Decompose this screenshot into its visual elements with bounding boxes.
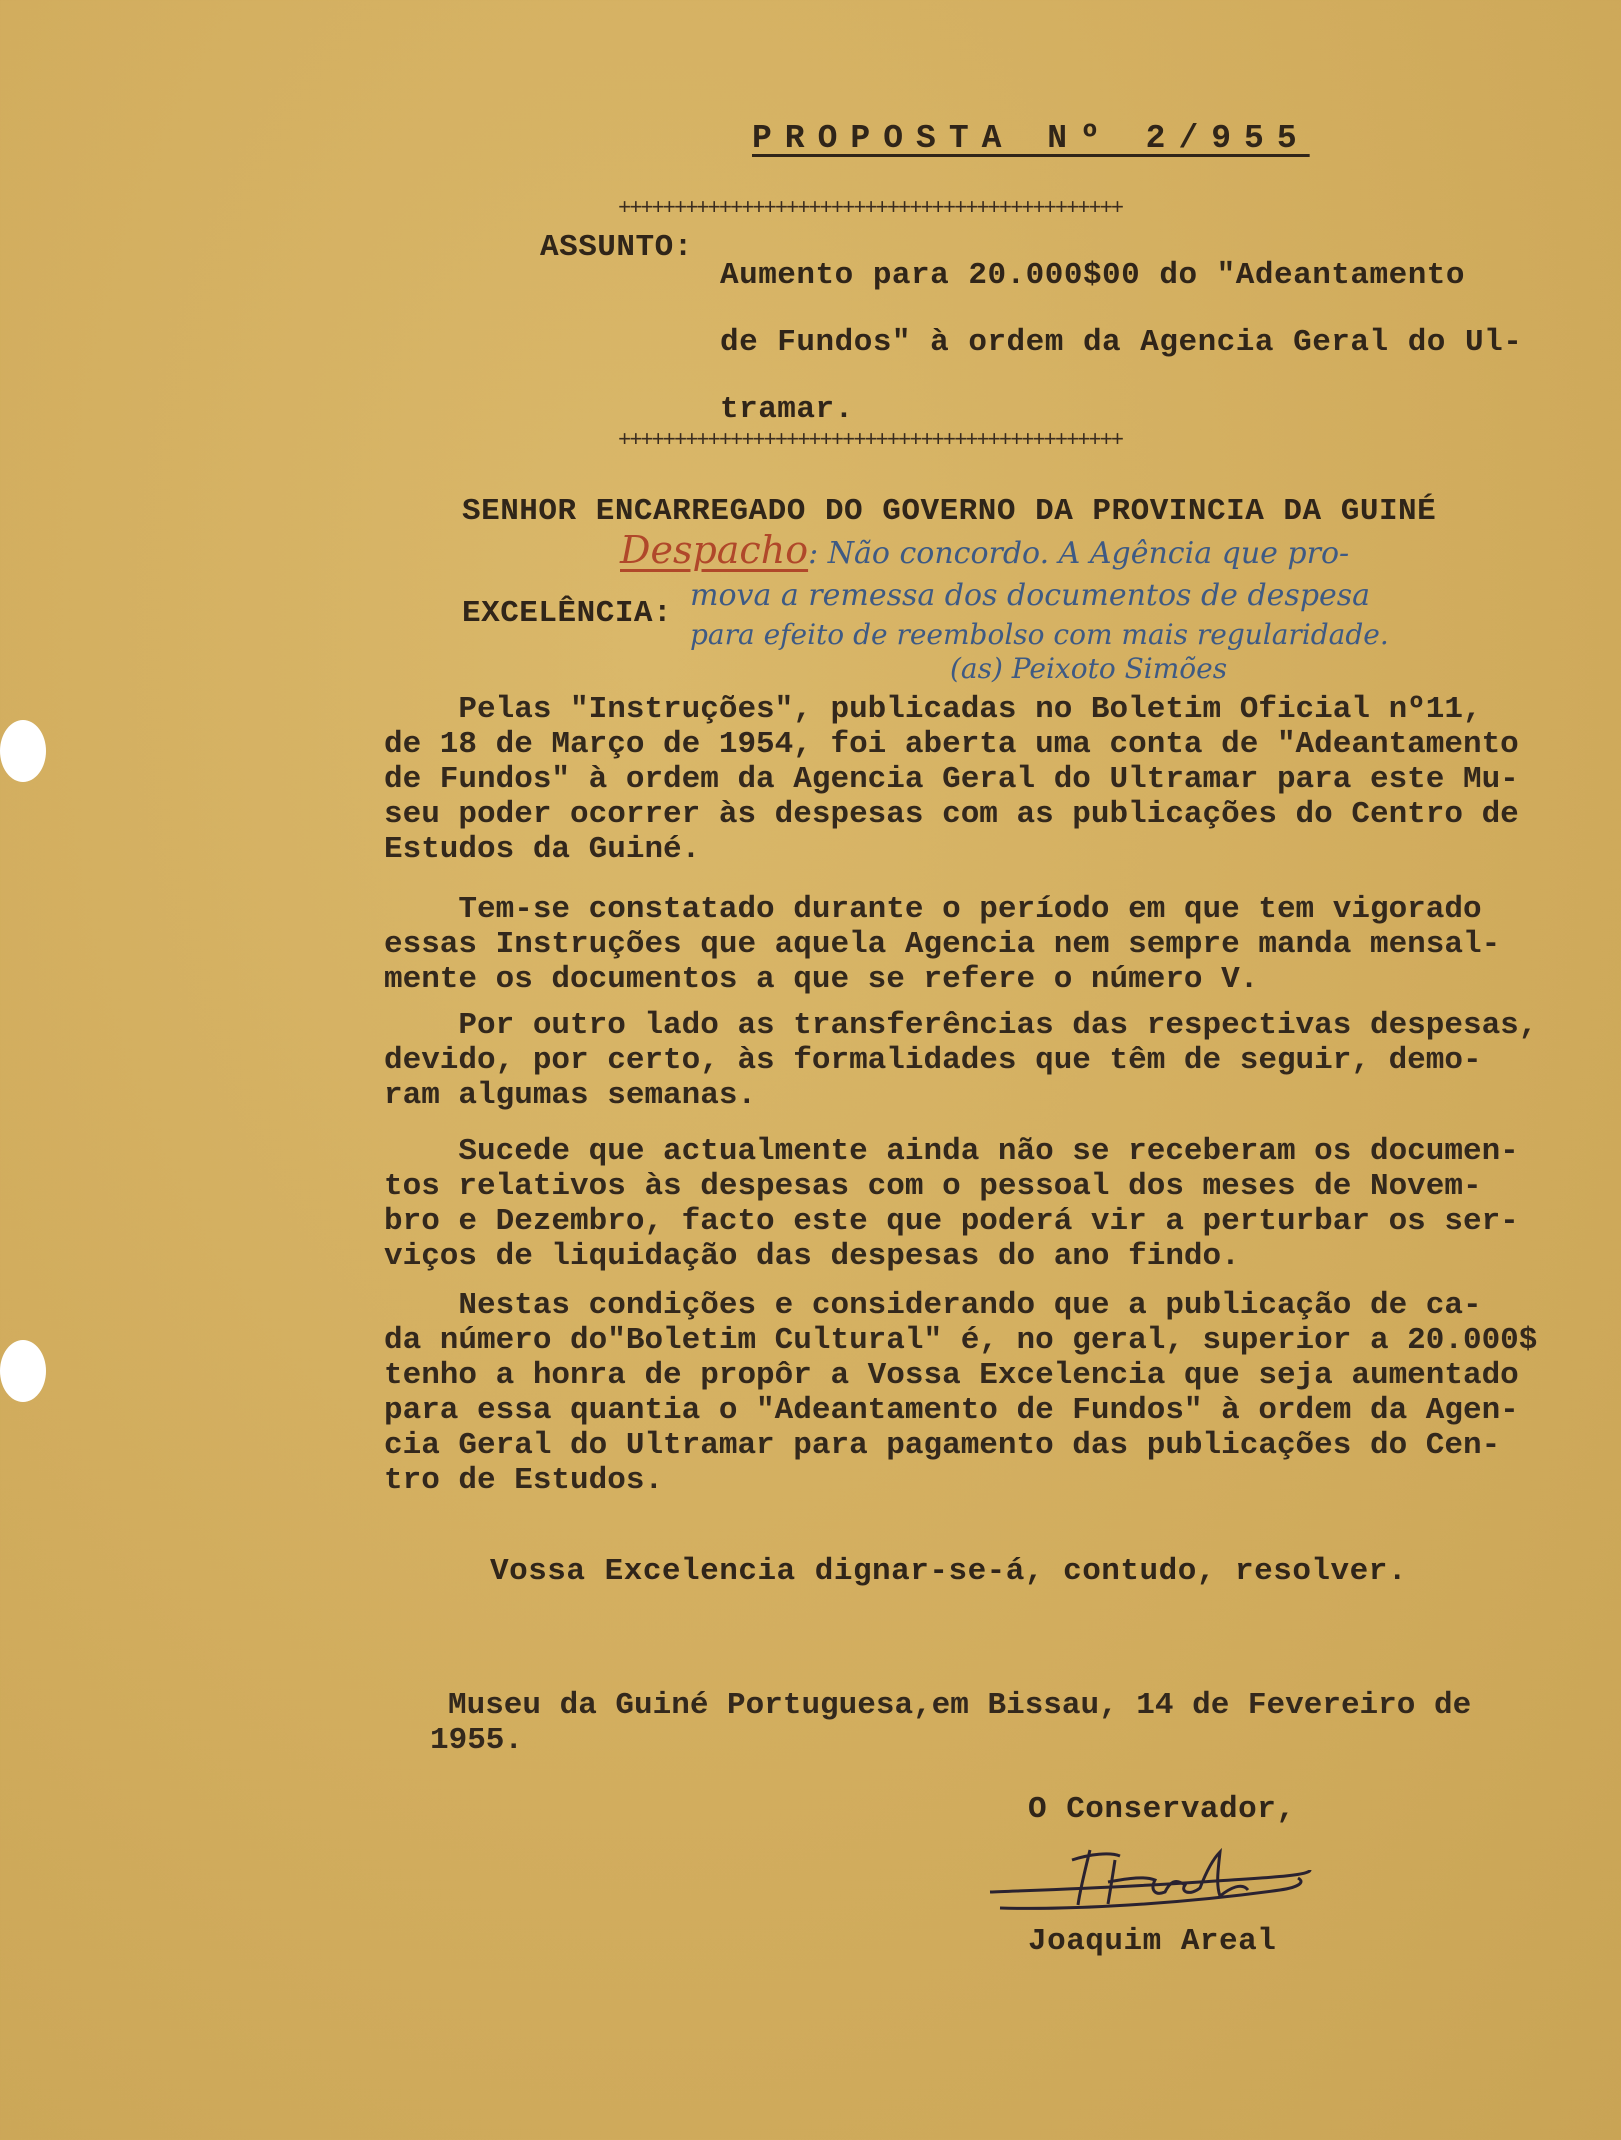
document-title: PROPOSTA Nº 2/955 xyxy=(752,120,1310,157)
paragraph-line: devido, por certo, às formalidades que têm de seguir, demo- xyxy=(384,1043,1482,1078)
subject-line-2: de Fundos" à ordem da Agencia Geral do Ul- xyxy=(720,325,1523,360)
paragraph-line: viços de liquidação das despesas do ano findo. xyxy=(384,1239,1240,1274)
handwritten-note xyxy=(620,528,1349,572)
punch-hole-top xyxy=(0,720,46,782)
paragraph-line: Estudos da Guiné. xyxy=(384,832,701,867)
paragraph-line: bro e Dezembro, facto este que poderá vir a perturbar os ser- xyxy=(384,1204,1519,1239)
paragraph-line: de 18 de Março de 1954, foi aberta uma conta de "Adeantamento xyxy=(384,727,1519,762)
subject-label: ASSUNTO: xyxy=(540,230,693,265)
signoff: O Conservador, xyxy=(1028,1792,1296,1827)
paragraph-line: Tem-se constatado durante o período em que tem vigorado xyxy=(384,892,1482,927)
paragraph-2 xyxy=(384,892,1614,997)
paragraph-line: de Fundos" à ordem da Agencia Geral do Ultramar para este Mu- xyxy=(384,762,1519,797)
paragraph-line: essas Instruções que aquela Agencia nem sempre manda mensal- xyxy=(384,927,1501,962)
paragraph-line: Por outro lado as transferências das respectivas despesas, xyxy=(384,1008,1538,1043)
paragraph-line: cia Geral do Ultramar para pagamento das publicações do Cen- xyxy=(384,1428,1501,1463)
paragraph-line: ram algumas semanas. xyxy=(384,1078,757,1113)
paragraph-5 xyxy=(384,1288,1614,1498)
paragraph-line: da número do"Boletim Cultural" é, no geral, superior a 20.000$ xyxy=(384,1323,1538,1358)
subject-line-3: tramar. xyxy=(720,392,854,427)
salutation: EXCELÊNCIA: xyxy=(462,596,673,631)
paragraph-line: Nestas condições e considerando que a publicação de ca- xyxy=(384,1288,1482,1323)
subject-line-1: Aumento para 20.000$00 do "Adeantamento xyxy=(720,258,1466,293)
place-date xyxy=(430,1688,1621,1758)
paragraph-line: Pelas "Instruções", publicadas no Boletim Oficial nº11, xyxy=(384,692,1482,727)
paragraph-4 xyxy=(384,1134,1614,1274)
place-date-line: 1955. xyxy=(430,1723,524,1758)
paragraph-line: tro de Estudos. xyxy=(384,1463,664,1498)
paragraph-line: mente os documentos a que se refere o número V. xyxy=(384,962,1259,997)
separator-top: +++++++++++++++++++++++++++++++++++++++++++++ xyxy=(618,196,1123,221)
paragraph-1 xyxy=(384,692,1614,867)
closing-line: Vossa Excelencia dignar-se-á, contudo, resolver. xyxy=(490,1554,1407,1589)
paragraph-line: tos relativos às despesas com o pessoal dos meses de Novem- xyxy=(384,1169,1482,1204)
paragraph-line: para essa quantia o "Adeantamento de Fundos" à ordem da Agen- xyxy=(384,1393,1519,1428)
punch-hole-bottom xyxy=(0,1340,46,1402)
handwritten-note-line-1: : Não concordo. A Agência que pro- xyxy=(808,536,1350,571)
paragraph-line: seu poder ocorrer às despesas com as publicações do Centro de xyxy=(384,797,1519,832)
paragraph-3 xyxy=(384,1008,1614,1113)
signature-name: Joaquim Areal xyxy=(1028,1924,1277,1959)
handwritten-note-line-2: mova a remessa dos documentos de despesa xyxy=(690,578,1371,613)
paragraph-line: tenho a honra de propôr a Vossa Excelencia que seja aumentado xyxy=(384,1358,1519,1393)
addressee: SENHOR ENCARREGADO DO GOVERNO DA PROVINCIA DA GUINÉ xyxy=(462,494,1437,529)
place-date-line: Museu da Guiné Portuguesa,em Bissau, 14 de Fevereiro de xyxy=(448,1688,1472,1723)
handwritten-note-line-3: para efeito de reembolso com mais regularidade. xyxy=(690,618,1389,651)
separator-bottom: +++++++++++++++++++++++++++++++++++++++++++++ xyxy=(618,428,1123,453)
paragraph-line: Sucede que actualmente ainda não se receberam os documen- xyxy=(384,1134,1519,1169)
handwritten-note-line-4: (as) Peixoto Simões xyxy=(950,652,1228,685)
handwritten-note-heading: Despacho xyxy=(620,528,809,572)
